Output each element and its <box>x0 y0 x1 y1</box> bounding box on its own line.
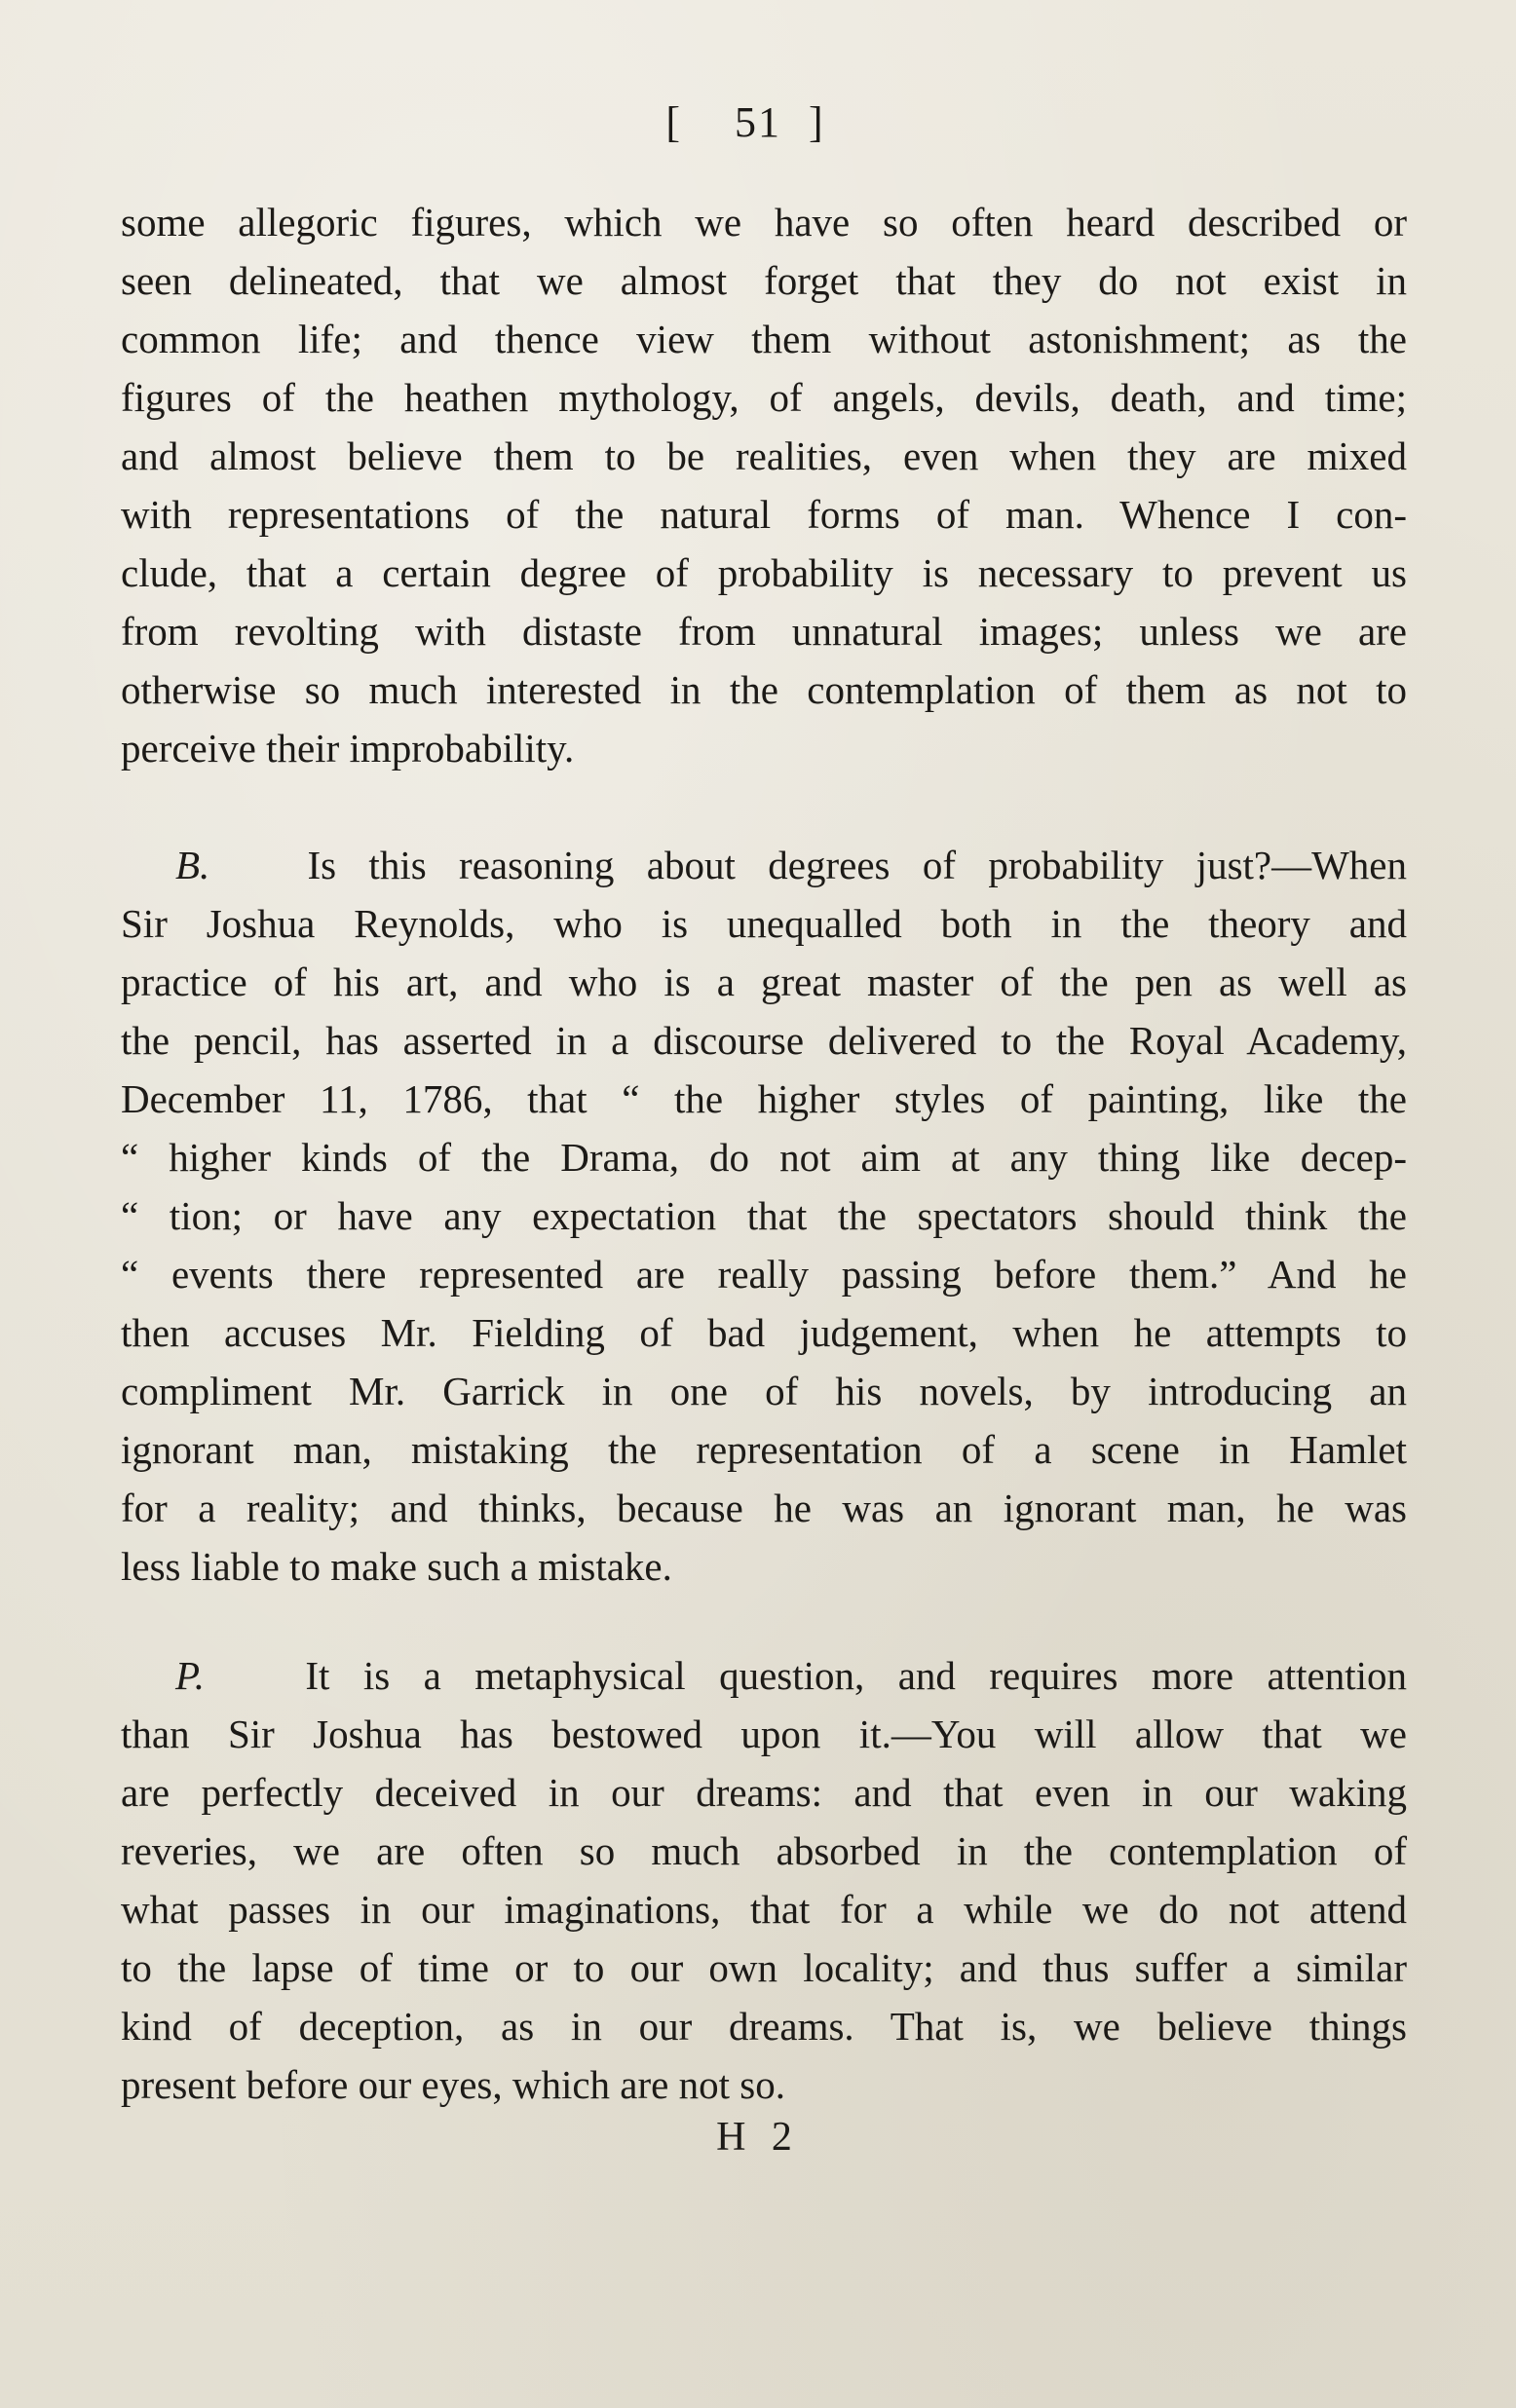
text-line: otherwise so much interested in the contemplation of them as not to <box>121 667 1407 712</box>
close-bracket: ] <box>809 98 851 146</box>
text-line: with representations of the natural forms of man. Whence I con- <box>121 492 1407 537</box>
text-line: some allegoric figures, which we have so often heard described or <box>121 200 1407 245</box>
text-line: seen delineated, that we almost forget that they do not exist in <box>121 258 1407 303</box>
text-line: present before our eyes, which are not so. <box>121 2062 785 2107</box>
text-line: “ tion; or have any expectation that the spectators should think the <box>121 1193 1407 1238</box>
text-line: “ events there represented are really passing before them.” And he <box>121 1252 1407 1297</box>
paragraph-1 <box>121 193 1407 777</box>
text-line: to the lapse of time or to our own locality; and thus suffer a similar <box>121 1945 1407 1990</box>
paragraph-3 <box>121 1646 1407 2114</box>
text-line: clude, that a certain degree of probability is necessary to prevent us <box>121 550 1407 595</box>
signature-mark: H 2 <box>716 2115 800 2160</box>
text-line: and almost believe them to be realities, even when they are mixed <box>121 433 1407 478</box>
text-line: ignorant man, mistaking the representation of a scene in Hamlet <box>121 1427 1407 1472</box>
text-line: than Sir Joshua has bestowed upon it.—You will allow that we <box>121 1712 1407 1756</box>
text-line: what passes in our imaginations, that for a while we do not attend <box>121 1887 1407 1932</box>
text-segment: It is a metaphysical question, and requires more attention <box>305 1653 1408 1698</box>
text-line: then accuses Mr. Fielding of bad judgement, when he attempts to <box>121 1310 1407 1355</box>
text-line: the pencil, has asserted in a discourse delivered to the Royal Academy, <box>121 1018 1407 1063</box>
text-line: less liable to make such a mistake. <box>121 1544 672 1589</box>
text-line: from revolting with distaste from unnatural images; unless we are <box>121 609 1407 654</box>
text-line: “ higher kinds of the Drama, do not aim at any thing like decep- <box>121 1135 1407 1180</box>
text-line: Sir Joshua Reynolds, who is unequalled both in the theory and <box>121 901 1407 946</box>
text-line: kind of deception, as in our dreams. That is, we believe things <box>121 2004 1407 2049</box>
text-line: for a reality; and thinks, because he was an ignorant man, he was <box>121 1486 1407 1530</box>
text-line <box>121 1646 1407 1705</box>
speaker-label: B. <box>175 843 210 887</box>
open-bracket: [ <box>665 98 707 146</box>
text-line: common life; and thence view them without astonishment; as the <box>121 317 1407 361</box>
page-header <box>0 97 1516 147</box>
text-line: December 11, 1786, that “ the higher styles of painting, like the <box>121 1076 1407 1121</box>
text-line: figures of the heathen mythology, of angels, devils, death, and time; <box>121 375 1407 420</box>
text-line: are perfectly deceived in our dreams: and that even in our waking <box>121 1770 1407 1815</box>
text-line <box>121 836 1407 894</box>
speaker-label: P. <box>175 1653 206 1698</box>
text-line: practice of his art, and who is a great master of the pen as well as <box>121 959 1407 1004</box>
paragraph-2 <box>121 836 1407 1596</box>
text-line: compliment Mr. Garrick in one of his novels, by introducing an <box>121 1369 1407 1413</box>
text-line: reveries, we are often so much absorbed in the contemplation of <box>121 1828 1407 1873</box>
page-number: 51 <box>735 98 781 146</box>
text-segment: Is this reasoning about degrees of probability just?—When <box>307 843 1408 887</box>
text-line: perceive their improbability. <box>121 726 575 771</box>
